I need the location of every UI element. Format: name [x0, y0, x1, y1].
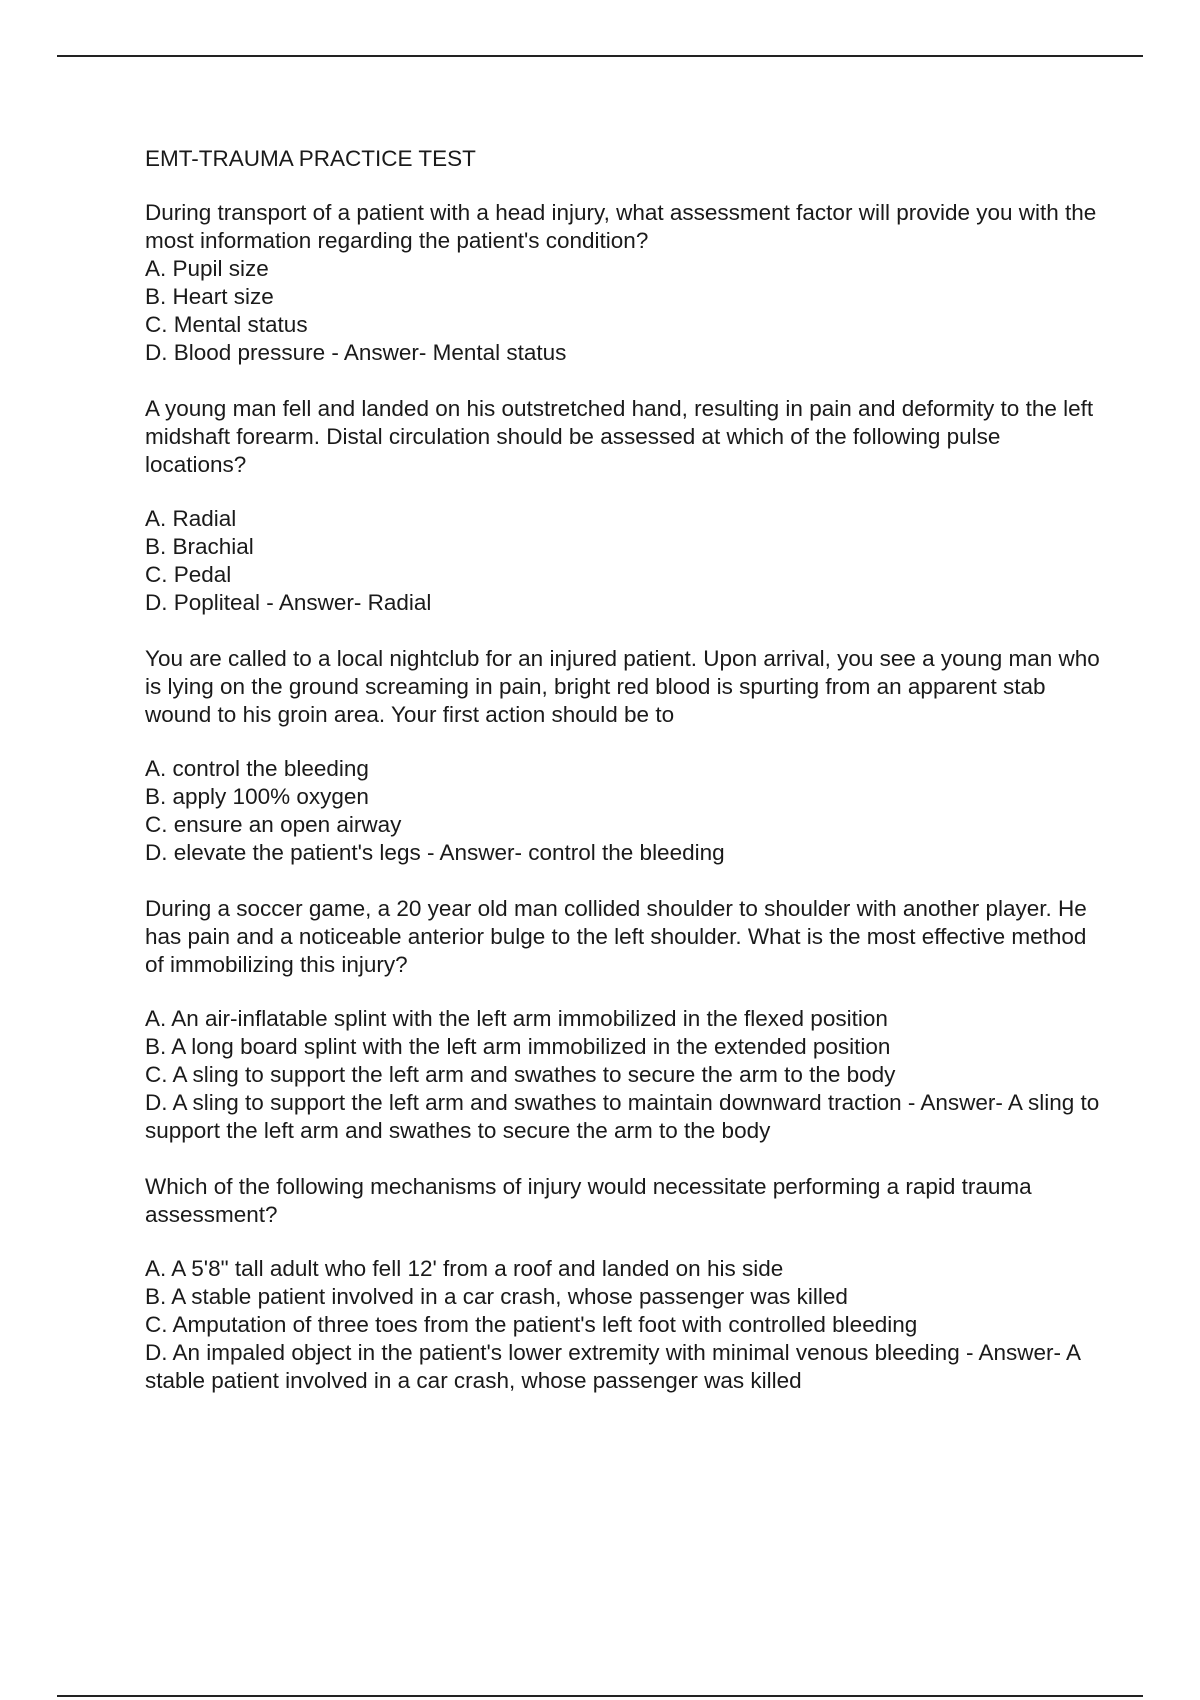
answer-option: A. An air-inflatable splint with the left arm immobilized in the flexed position [145, 1006, 888, 1031]
document-title: EMT-TRAUMA PRACTICE TEST [145, 146, 476, 171]
answer-option: A. A 5'8" tall adult who fell 12' from a roof and landed on his side [145, 1256, 784, 1281]
answer-option: C. Mental status [145, 312, 308, 337]
answer-option: D. Popliteal - Answer- Radial [145, 590, 432, 615]
top-rule [57, 55, 1143, 57]
answer-options [145, 255, 1105, 367]
answer-option: B. Heart size [145, 284, 274, 309]
document-body [145, 145, 1105, 1423]
answer-option: D. A sling to support the left arm and swathes to maintain downward traction - Answer- A sling to support the left arm and swathes to secure the arm to the body [145, 1090, 1100, 1143]
answer-option: D. Blood pressure - Answer- Mental status [145, 340, 567, 365]
answer-option: C. ensure an open airway [145, 812, 402, 837]
answer-option: D. elevate the patient's legs - Answer- control the bleeding [145, 840, 725, 865]
answer-options [145, 755, 1105, 867]
answer-option: C. A sling to support the left arm and swathes to secure the arm to the body [145, 1062, 896, 1087]
answer-option: B. A long board splint with the left arm immobilized in the extended position [145, 1034, 891, 1059]
answer-option: C. Pedal [145, 562, 232, 587]
question-4 [145, 895, 1105, 1145]
answer-option: D. An impaled object in the patient's lower extremity with minimal venous bleeding - Answer- A stable patient involved in a car crash, whose passenger was killed [145, 1340, 1080, 1393]
answer-option: A. Radial [145, 506, 237, 531]
question-text: You are called to a local nightclub for an injured patient. Upon arrival, you see a young man who is lying on the ground screaming in pain, bright red blood is spurting from an apparent stab wound to his groin area. Your first action should be to [145, 646, 1100, 727]
question-text: A young man fell and landed on his outstretched hand, resulting in pain and deformity to the left midshaft forearm. Distal circulation should be assessed at which of the following pulse locations? [145, 396, 1094, 477]
answer-options [145, 1005, 1105, 1145]
answer-option: B. A stable patient involved in a car crash, whose passenger was killed [145, 1284, 848, 1309]
answer-option: B. apply 100% oxygen [145, 784, 369, 809]
answer-options [145, 505, 1105, 617]
question-text: During transport of a patient with a head injury, what assessment factor will provide you with the most information regarding the patient's condition? [145, 200, 1097, 253]
answer-option: A. Pupil size [145, 256, 269, 281]
question-3 [145, 645, 1105, 867]
answer-option: A. control the bleeding [145, 756, 369, 781]
answer-option: B. Brachial [145, 534, 254, 559]
bottom-rule [57, 1695, 1143, 1697]
question-2 [145, 395, 1105, 617]
question-1 [145, 199, 1105, 367]
question-text: Which of the following mechanisms of injury would necessitate performing a rapid trauma assessment? [145, 1174, 1032, 1227]
question-5 [145, 1173, 1105, 1395]
answer-options [145, 1255, 1105, 1395]
question-text: During a soccer game, a 20 year old man collided shoulder to shoulder with another player. He has pain and a noticeable anterior bulge to the left shoulder. What is the most effective method of immobilizing this injury? [145, 896, 1087, 977]
answer-option: C. Amputation of three toes from the patient's left foot with controlled bleeding [145, 1312, 918, 1337]
